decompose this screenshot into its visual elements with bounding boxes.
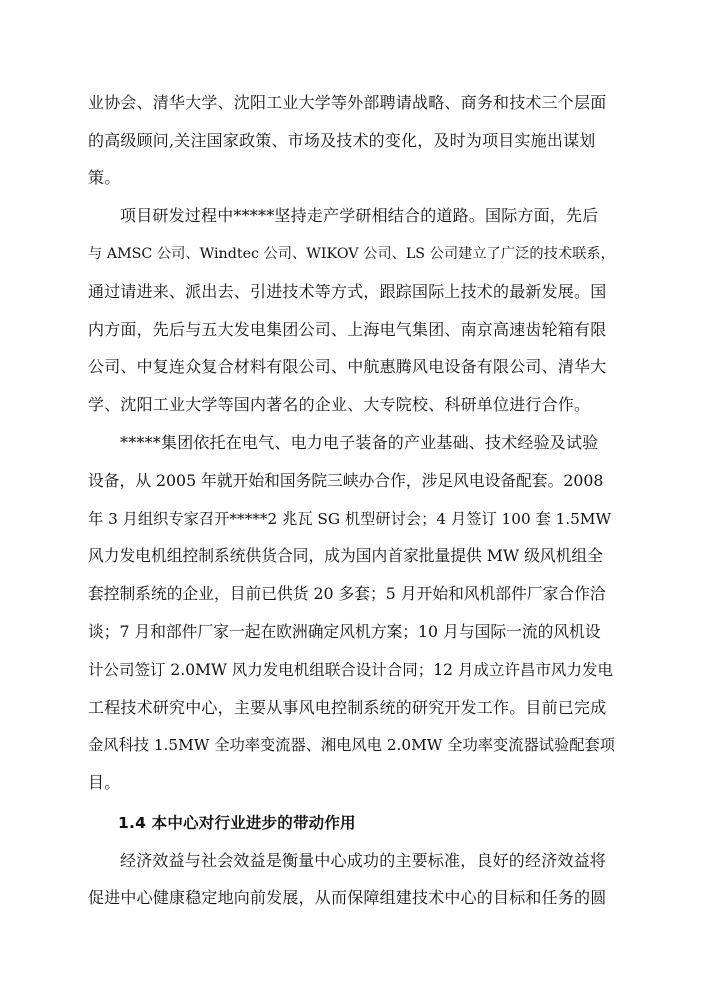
paragraph-line: 计公司签订 2.0MW 风力发电机组联合设计合同；12 月成立许昌市风力发电 bbox=[88, 661, 613, 679]
paragraph-line: 经济效益与社会效益是衡量中心成功的主要标准，良好的经济效益将 bbox=[120, 851, 607, 870]
paragraph-line: 目。 bbox=[88, 773, 121, 792]
paragraph-line: 与 AMSC 公司、Windtec 公司、WIKOV 公司、LS 公司建立了广泛的技术联系， bbox=[88, 246, 615, 262]
paragraph-line: 公司、中复连众复合材料有限公司、中航惠腾风电设备有限公司、清华大 bbox=[88, 357, 607, 376]
paragraph-line: 项目研发过程中*****坚持走产学研相结合的道路。国际方面，先后 bbox=[120, 206, 599, 225]
paragraph-line: 金风科技 1.5MW 全功率变流器、湘电风电 2.0MW 全功率变流器试验配套项 bbox=[88, 736, 615, 754]
paragraph-line: 谈；7 月和部件厂家一起在欧洲确定风机方案；10 月与国际一流的风机设 bbox=[88, 622, 601, 641]
paragraph-line: 策。 bbox=[88, 168, 121, 187]
paragraph-line: 内方面，先后与五大发电集团公司、上海电气集团、南京高速齿轮箱有限 bbox=[88, 320, 607, 339]
section-heading: 1.4 本中心对行业进步的带动作用 bbox=[118, 814, 356, 832]
paragraph-line: 套控制系统的企业，目前已供货 20 多套；5 月开始和风机部件厂家合作洽 bbox=[88, 584, 606, 603]
paragraph-line: 学、沈阳工业大学等国内著名的企业、大专院校、科研单位进行合作。 bbox=[88, 395, 591, 414]
paragraph-line: 工程技术研究中心，主要从事风电控制系统的研究开发工作。目前已完成 bbox=[88, 698, 607, 717]
paragraph-line: 业协会、清华大学、沈阳工业大学等外部聘请战略、商务和技术三个层面 bbox=[88, 93, 607, 112]
paragraph-line: 促进中心健康稳定地向前发展，从而保障组建技术中心的目标和任务的圆 bbox=[88, 888, 607, 907]
paragraph-line: 设备，从 2005 年就开始和国务院三峡办合作，涉足风电设备配套。2008 bbox=[88, 471, 604, 490]
paragraph-line: 通过请进来、派出去、引进技术等方式，跟踪国际上技术的最新发展。国 bbox=[88, 282, 607, 301]
paragraph-line: *****集团依托在电气、电力电子装备的产业基础、技术经验及试验 bbox=[120, 433, 599, 452]
paragraph-line: 年 3 月组织专家召开*****2 兆瓦 SG 机型研讨会；4 月签订 100 套 1.5MW bbox=[88, 510, 612, 528]
paragraph-line: 风力发电机组控制系统供货合同，成为国内首家批量提供 MW 级风机组全 bbox=[88, 546, 603, 565]
paragraph-line: 的高级顾问,关注国家政策、市场及技术的变化，及时为项目实施出谋划 bbox=[88, 131, 596, 150]
